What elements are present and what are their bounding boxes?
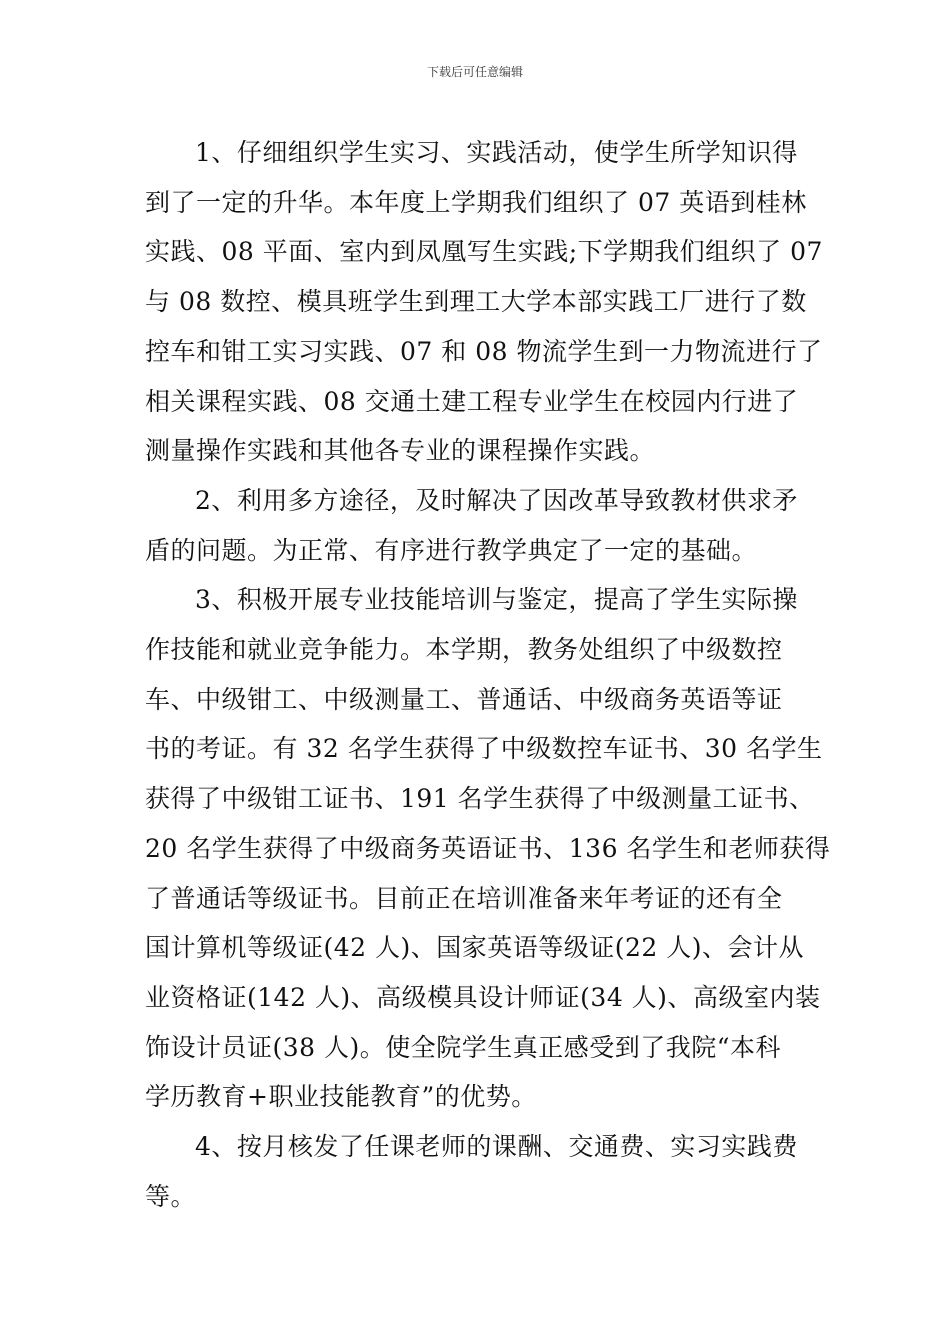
paragraph-line: 书的考证。有 32 名学生获得了中级数控车证书、30 名学生 — [145, 734, 823, 764]
paragraph-line: 2、利用多方途径，及时解决了因改革导致教材供求矛 — [195, 485, 798, 515]
paragraph-line: 20 名学生获得了中级商务英语证书、136 名学生和老师获得 — [145, 833, 831, 863]
paragraph-line: 等。 — [145, 1181, 197, 1211]
paragraph-line: 相关课程实践、08 交通土建工程专业学生在校园内行进了 — [145, 386, 799, 416]
paragraph-line: 3、积极开展专业技能培训与鉴定，提高了学生实际操 — [195, 585, 798, 615]
paragraph-line: 控车和钳工实习实践、07 和 08 物流学生到一力物流进行了 — [145, 336, 823, 366]
paragraph-line: 国计算机等级证(42 人)、国家英语等级证(22 人)、会计从 — [145, 933, 805, 963]
document-body — [145, 128, 831, 1221]
paragraph-line: 作技能和就业竞争能力。本学期，教务处组织了中级数控 — [145, 635, 783, 665]
paragraph-line: 4、按月核发了任课老师的课酬、交通费、实习实践费 — [195, 1132, 798, 1162]
paragraph-line: 业资格证(142 人)、高级模具设计师证(34 人)、高级室内装 — [145, 982, 821, 1012]
paragraph-line: 盾的问题。为正常、有序进行教学典定了一定的基础。 — [145, 535, 758, 565]
paragraph-line: 车、中级钳工、中级测量工、普通话、中级商务英语等证 — [145, 684, 783, 714]
paragraph-line: 获得了中级钳工证书、191 名学生获得了中级测量工证书、 — [145, 784, 815, 814]
paragraph-line: 与 08 数控、模具班学生到理工大学本部实践工厂进行了数 — [145, 287, 807, 317]
paragraph-line: 实践、08 平面、室内到凤凰写生实践;下学期我们组织了 07 — [145, 237, 823, 267]
paragraph-3 — [145, 575, 831, 1122]
paragraph-line: 饰设计员证(38 人)。使全院学生真正感受到了我院“本科 — [145, 1032, 782, 1062]
paragraph-line: 测量操作实践和其他各专业的课程操作实践。 — [145, 436, 656, 466]
page-header: 下载后可任意编辑 — [426, 65, 523, 79]
paragraph-line: 学历教育+职业技能教育”的优势。 — [145, 1082, 537, 1112]
paragraph-line: 了普通话等级证书。目前正在培训准备来年考证的还有全 — [145, 883, 783, 913]
paragraph-4 — [145, 1122, 809, 1221]
paragraph-line: 到了一定的升华。本年度上学期我们组织了 07 英语到桂林 — [145, 187, 807, 217]
paragraph-1 — [145, 128, 823, 476]
paragraph-2 — [145, 476, 809, 575]
paragraph-line: 1、仔细组织学生实习、实践活动，使学生所学知识得 — [195, 138, 798, 167]
